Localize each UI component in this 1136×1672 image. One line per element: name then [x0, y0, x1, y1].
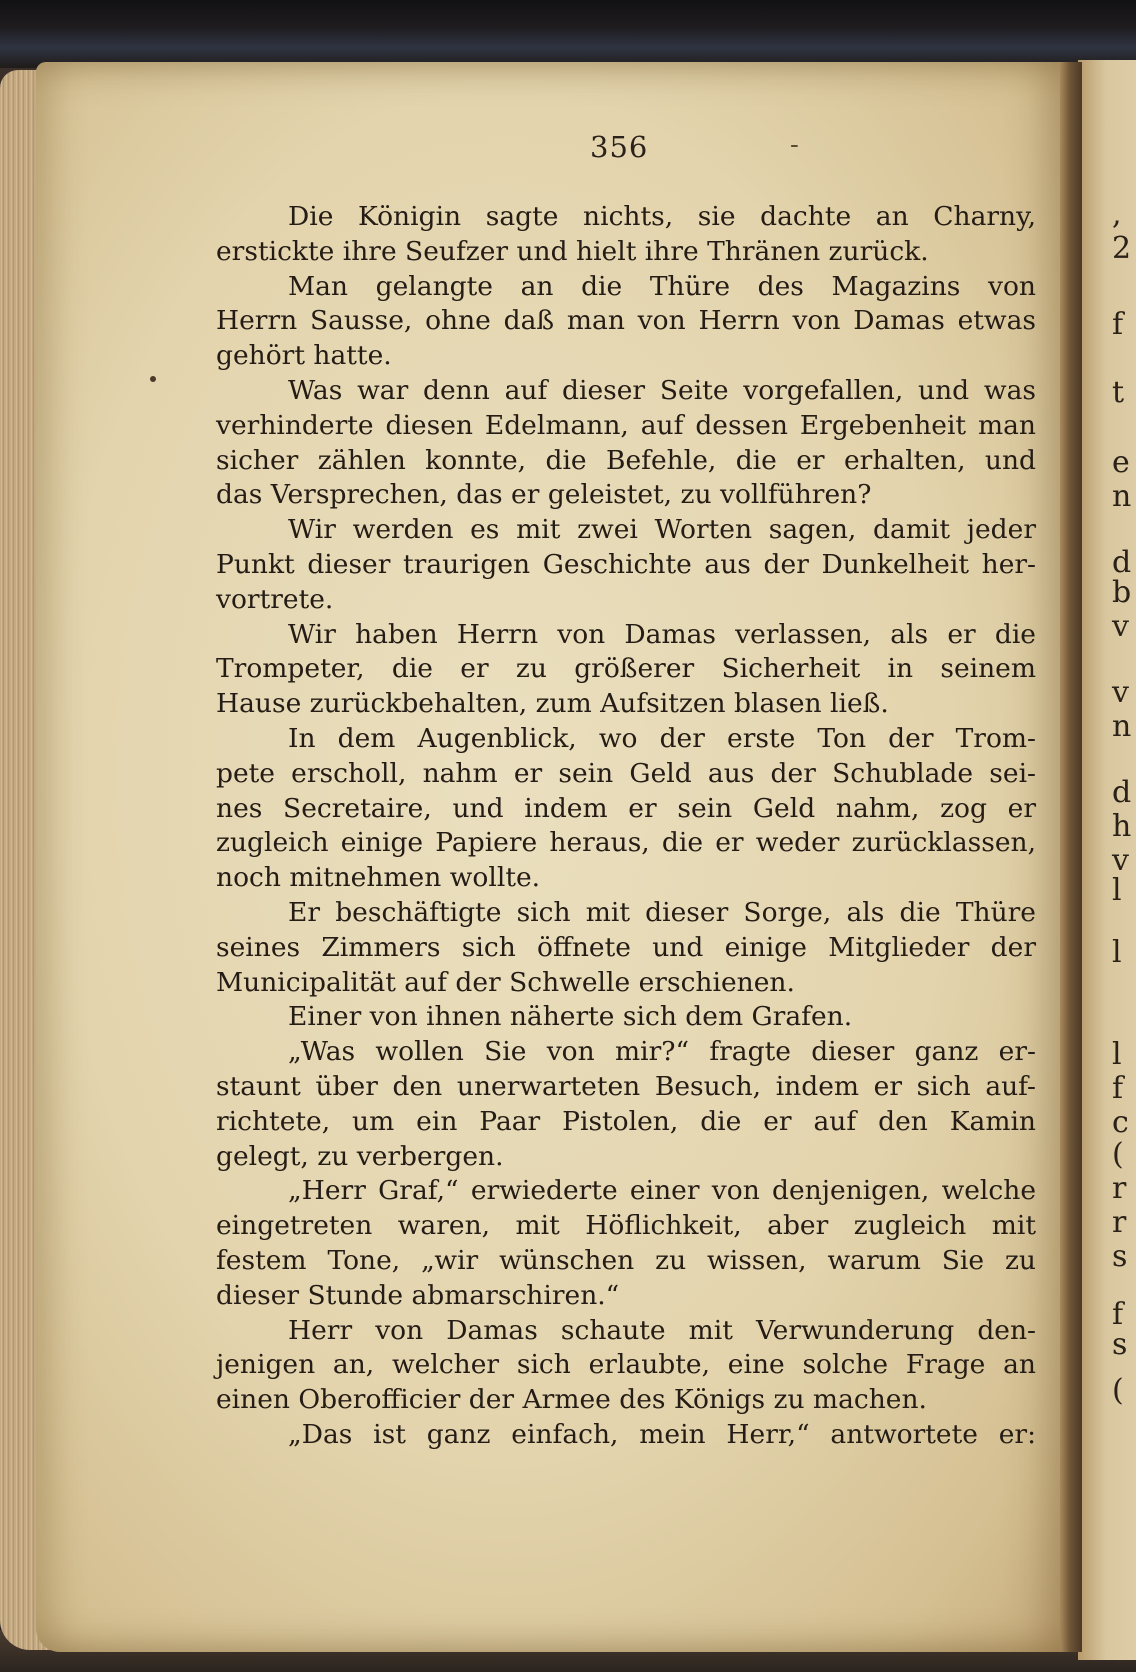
text-line: Trompeter, die er zu größerer Sicherheit in seinem [216, 653, 1036, 685]
book-cover-top-edge [0, 0, 1136, 68]
text-line: eingetreten waren, mit Höflichkeit, aber zugleich mit [216, 1210, 1036, 1242]
text-line: Einer von ihnen näherte sich dem Grafen. [288, 1001, 853, 1033]
ink-speck [150, 376, 156, 382]
text-line: jenigen an, welcher sich erlaubte, eine solche Frage an [216, 1349, 1036, 1381]
facing-page-fragment: n [1112, 479, 1132, 514]
facing-page-fragment: r [1112, 1171, 1127, 1206]
text-line: Wir haben Herrn von Damas verlassen, als er die [288, 618, 1036, 650]
facing-page-fragment: e [1112, 445, 1130, 480]
text-line: festem Tone, „wir wünschen zu wissen, warum Sie zu [216, 1244, 1036, 1276]
text-line: verhinderte diesen Edelmann, auf dessen Ergebenheit man [216, 409, 1036, 441]
facing-page-fragment: n [1112, 709, 1132, 744]
page-number: 356 [590, 130, 649, 164]
facing-page-fragment: s [1112, 1327, 1128, 1362]
facing-page-fragment: v [1112, 843, 1129, 878]
text-line: gelegt, zu verbergen. [216, 1140, 504, 1172]
facing-page-fragment: v [1112, 675, 1129, 710]
header-ornament: - [790, 130, 799, 160]
text-line: „Was wollen Sie von mir?“ fragte dieser ganz er- [288, 1036, 1036, 1068]
facing-page-fragment: l [1112, 935, 1122, 970]
facing-page-fragment: r [1112, 1205, 1127, 1240]
text-line: richtete, um ein Paar Pistolen, die er auf den Kamin [216, 1105, 1036, 1137]
facing-page-fragment: d [1112, 545, 1132, 580]
text-line: vortrete. [216, 583, 334, 615]
facing-page-fragment: ( [1112, 1373, 1124, 1408]
page-gutter [1060, 62, 1082, 1652]
text-line: Man gelangte an die Thüre des Magazins von [288, 270, 1036, 302]
text-line: zugleich einige Papiere heraus, die er weder zurücklassen, [216, 827, 1036, 859]
text-line: In dem Augenblick, wo der erste Ton der Trom- [288, 722, 1036, 754]
facing-page-fragment: l [1112, 873, 1122, 908]
facing-page-fragment: s [1112, 1239, 1128, 1274]
text-line: einen Oberofficier der Armee des Königs zu machen. [216, 1384, 927, 1416]
facing-page-fragment: d [1112, 775, 1132, 810]
facing-page-fragment: ( [1112, 1137, 1124, 1172]
facing-page-fragment: t [1112, 375, 1125, 410]
text-line: erstickte ihre Seufzer und hielt ihre Thränen zurück. [216, 235, 929, 267]
facing-page-fragment: h [1112, 809, 1132, 844]
facing-page-fragment: b [1112, 575, 1132, 610]
text-line: Herrn Sausse, ohne daß man von Herrn von Damas etwas [216, 305, 1036, 337]
text-line: Was war denn auf dieser Seite vorgefallen, und was [288, 374, 1036, 406]
text-line: Punkt dieser traurigen Geschichte aus der Dunkelheit her- [216, 548, 1036, 580]
text-line: pete erscholl, nahm er sein Geld aus der Schublade sei- [216, 757, 1036, 789]
text-line: seines Zimmers sich öffnete und einige Mitglieder der [216, 931, 1036, 963]
text-line: das Versprechen, das er geleistet, zu vollführen? [216, 479, 872, 511]
text-line: Hause zurückbehalten, zum Aufsitzen blasen ließ. [216, 688, 889, 720]
text-line: „Herr Graf,“ erwiederte einer von denjenigen, welche [288, 1175, 1036, 1207]
facing-page-fragment: l [1112, 1037, 1122, 1072]
text-line: „Das ist ganz einfach, mein Herr,“ antwortete er: [288, 1418, 1036, 1450]
text-line: Wir werden es mit zwei Worten sagen, damit jeder [288, 514, 1036, 546]
text-line: Municipalität auf der Schwelle erschienen. [216, 966, 795, 998]
facing-page-fragment: c [1112, 1105, 1129, 1140]
text-line: gehört hatte. [216, 340, 392, 372]
facing-page-fragment: , [1112, 197, 1122, 232]
facing-page-fragment: 2 [1112, 231, 1132, 266]
text-line: Er beschäftigte sich mit dieser Sorge, als die Thüre [288, 896, 1036, 928]
text-line: dieser Stunde abmarschiren.“ [216, 1279, 620, 1311]
text-line: noch mitnehmen wollte. [216, 862, 541, 894]
text-line: Die Königin sagte nichts, sie dachte an Charny, [288, 201, 1036, 232]
facing-page-fragment: f [1112, 1297, 1124, 1332]
text-line: staunt über den unerwarteten Besuch, indem er sich auf- [216, 1070, 1036, 1102]
text-line: Herr von Damas schaute mit Verwunderung den- [288, 1314, 1036, 1346]
facing-page-fragment: v [1112, 609, 1129, 644]
facing-page-fragment: f [1112, 307, 1124, 342]
facing-page-fragment: f [1112, 1071, 1124, 1106]
text-line: nes Secretaire, und indem er sein Geld nahm, zog er [216, 792, 1036, 824]
text-line: sicher zählen konnte, die Befehle, die er erhalten, und [216, 444, 1036, 476]
page-body-text [216, 200, 1036, 1453]
